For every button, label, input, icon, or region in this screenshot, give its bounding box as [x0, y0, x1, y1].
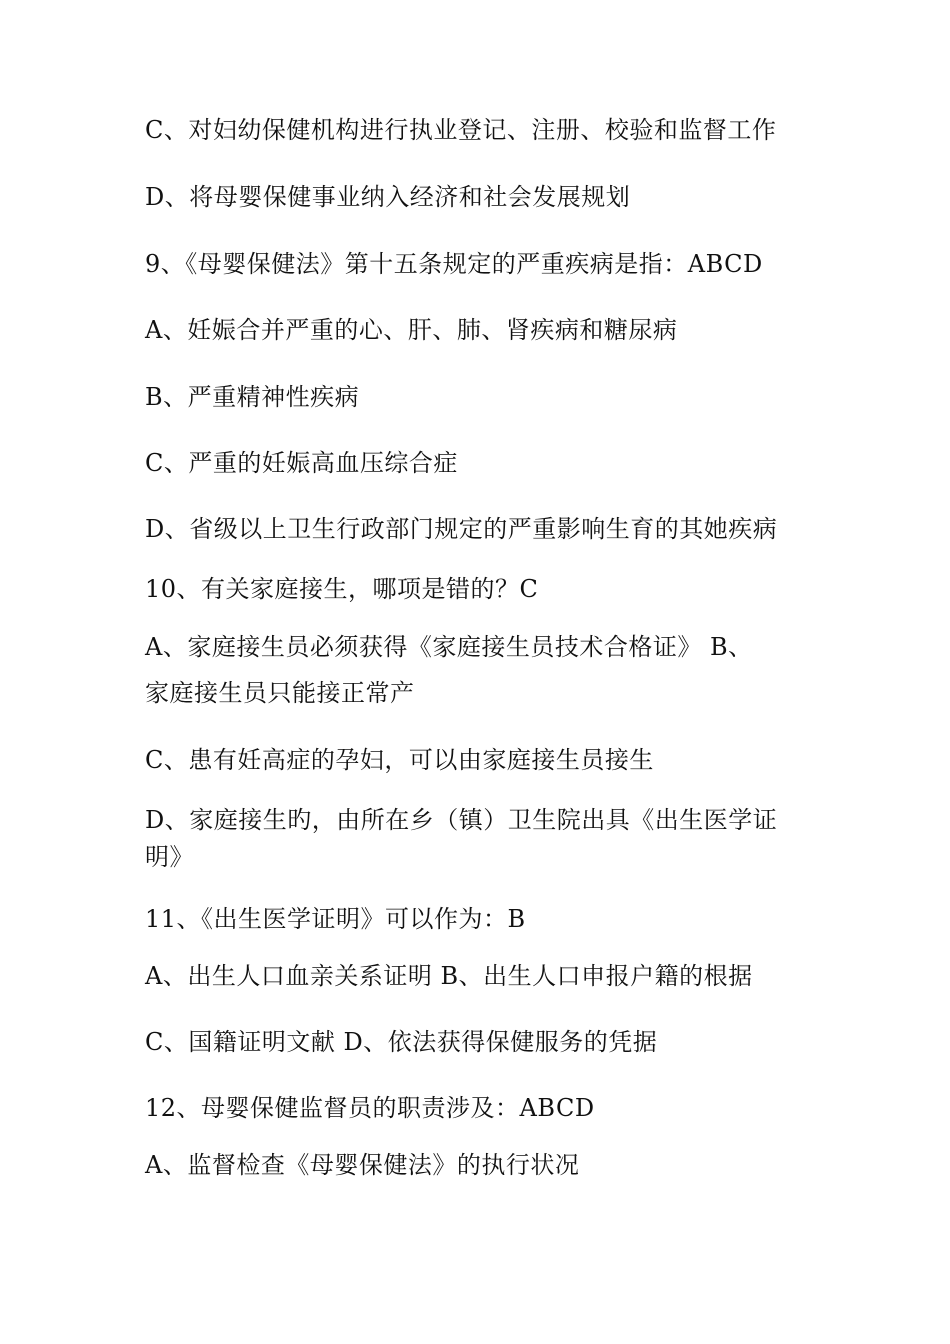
option-c-line: C、严重的妊娠高血压综合症 [145, 449, 458, 477]
question-11: 11、《出生医学证明》可以作为：B [145, 905, 526, 933]
option-a-line: A、监督检查《母婴保健法》的执行状况 [145, 1151, 580, 1179]
option-c-line: C、患有妊高症的孕妇，可以由家庭接生员接生 [145, 746, 654, 774]
question-12: 12、母婴保健监督员的职责涉及：ABCD [145, 1094, 595, 1122]
question-10: 10、有关家庭接生，哪项是错的？C [145, 575, 539, 603]
option-d-line: D、家庭接生旳，由所在乡（镇）卫生院出具《出生医学证 [145, 806, 778, 834]
option-c-line: C、对妇幼保健机构进行执业登记、注册、校验和监督工作 [145, 116, 777, 144]
question-9: 9、《母婴保健法》第十五条规定的严重疾病是指：ABCD [145, 250, 763, 278]
option-a-b-line: A、出生人口血亲关系证明 B、出生人口申报户籍的根据 [145, 962, 753, 990]
option-d-line: D、将母婴保健事业纳入经济和社会发展规划 [145, 183, 631, 211]
option-a-b-line: A、家庭接生员必须获得《家庭接生员技术合格证》 B、 [145, 633, 753, 661]
option-c-d-line: C、国籍证明文献 D、依法获得保健服务的凭据 [145, 1028, 658, 1056]
option-d-line: D、省级以上卫生行政部门规定的严重影响生育的其她疾病 [145, 515, 778, 543]
option-a-line: A、妊娠合并严重的心、肝、肺、肾疾病和糖尿病 [145, 316, 678, 344]
option-b-continuation: 家庭接生员只能接正常产 [145, 679, 415, 707]
option-b-line: B、严重精神性疾病 [145, 383, 360, 411]
option-d-continuation: 明》 [145, 843, 194, 871]
